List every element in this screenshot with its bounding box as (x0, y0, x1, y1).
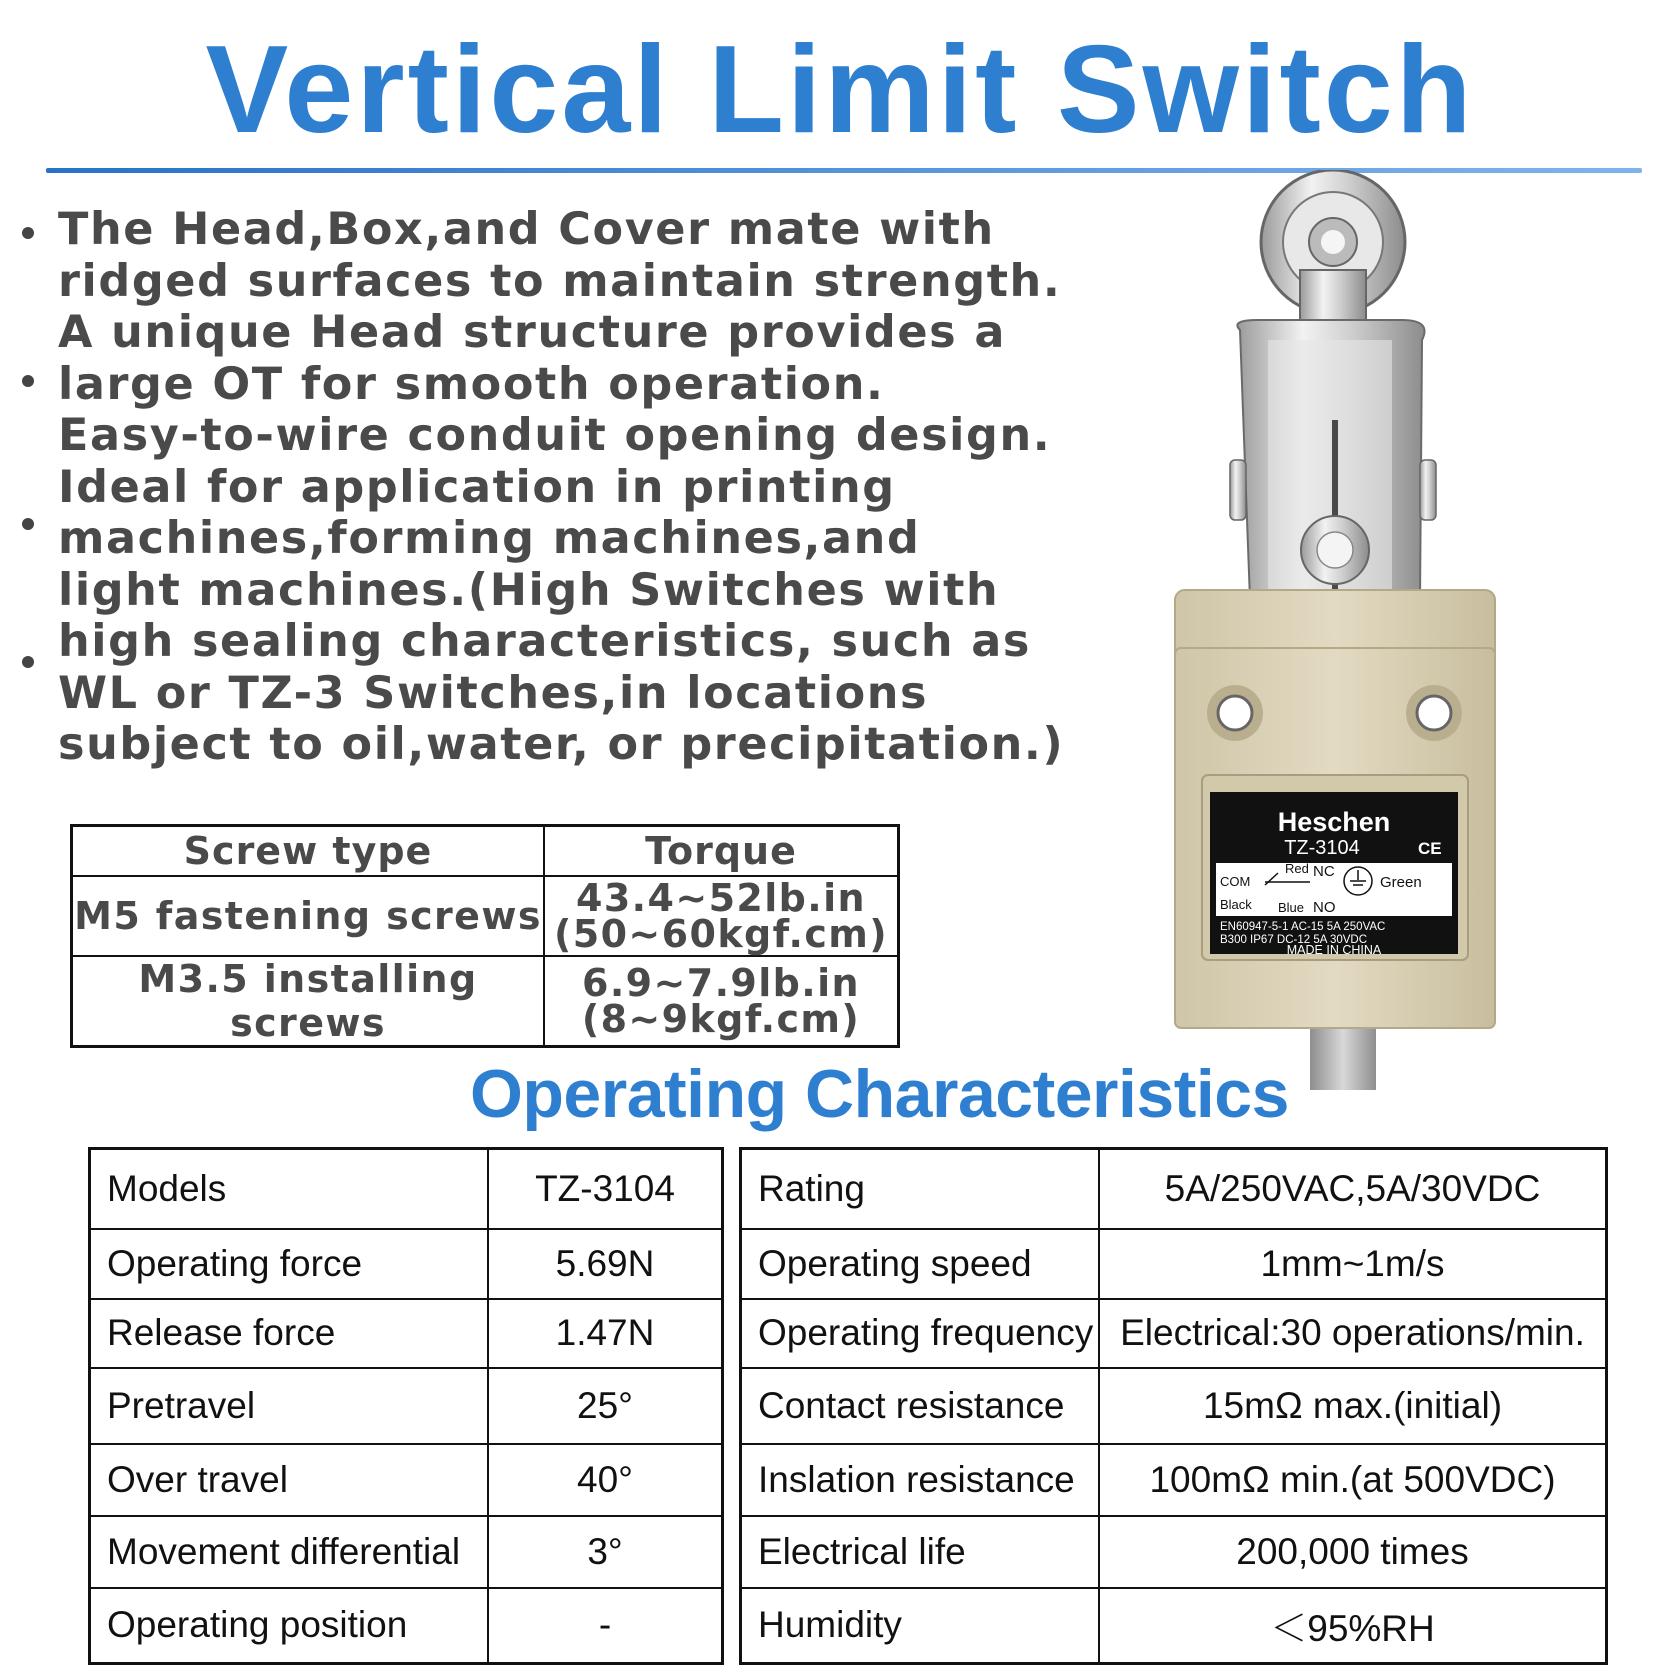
description-line: light machines.(High Switches with (58, 564, 1000, 616)
spec-value: 5.69N (488, 1229, 723, 1299)
ce-mark: CE (1418, 839, 1442, 858)
operating-characteristics-table-left (88, 1147, 724, 1665)
label-red: Red (1285, 861, 1309, 876)
description-line: Easy-to-wire conduit opening design. (58, 410, 1052, 461)
description-line: The Head,Box,and Cover mate with (58, 204, 995, 255)
table-row (741, 1229, 1607, 1299)
torque-cell (544, 876, 899, 956)
screw-torque-table (70, 824, 900, 1048)
spec-label: Humidity (741, 1588, 1100, 1664)
label-no: NO (1313, 899, 1336, 916)
table-row (90, 1368, 723, 1444)
page-title: Vertical Limit Switch (205, 21, 1475, 159)
spec-value: 25° (488, 1368, 723, 1444)
table-row (741, 1299, 1607, 1368)
label-green: Green (1380, 874, 1422, 891)
description-line: subject to oil,water, or precipitation.) (58, 719, 1065, 770)
spec-value: 5A/250VAC,5A/30VDC (1099, 1149, 1607, 1229)
label-spec-2: B300 IP67 DC-12 5A 30VDC (1220, 934, 1368, 946)
spec-label: Over travel (90, 1444, 489, 1516)
spec-label: Electrical life (741, 1516, 1100, 1588)
spec-label: Pretravel (90, 1368, 489, 1444)
bullet-dot (22, 227, 34, 239)
table-row (741, 1149, 1607, 1229)
spec-value: TZ-3104 (488, 1149, 723, 1229)
spec-value: 3° (488, 1516, 723, 1588)
torque-value-metric: (8~9kgf.cm) (581, 997, 861, 1041)
label-model: TZ-3104 (1284, 837, 1360, 859)
spec-value: 100mΩ min.(at 500VDC) (1099, 1444, 1607, 1516)
spec-value: 15mΩ max.(initial) (1099, 1368, 1607, 1444)
description-line: high sealing characteristics, such as (58, 616, 1031, 667)
label-spec-1: EN60947-5-1 AC-15 5A 250VAC (1220, 921, 1386, 933)
table-row (741, 1444, 1607, 1516)
product-label (1210, 792, 1458, 957)
description-line: ridged surfaces to maintain strength. (58, 255, 1062, 307)
label-brand: Heschen (1277, 807, 1391, 837)
screw-type-cell: M5 fastening screws (72, 876, 545, 956)
spec-label: Contact resistance (741, 1368, 1100, 1444)
spec-value: Electrical:30 operations/min. (1099, 1299, 1607, 1368)
spec-label: Operating frequency (741, 1299, 1100, 1368)
table-row (90, 1444, 723, 1516)
label-made-in: MADE IN CHINA (1286, 943, 1382, 957)
bullet-dot (22, 656, 34, 668)
table-row (741, 1516, 1607, 1588)
screw-type-cell: M3.5 installing screws (72, 956, 545, 1047)
label-blue: Blue (1278, 900, 1305, 915)
table-row (90, 1516, 723, 1588)
table-row (741, 1588, 1607, 1664)
operating-characteristics-table-right (739, 1147, 1608, 1665)
description-line: WL or TZ-3 Switches,in locations (58, 667, 929, 719)
bullet-dot (22, 375, 34, 387)
spec-label: Inslation resistance (741, 1444, 1100, 1516)
table-row (741, 1368, 1607, 1444)
spec-value: 1mm~1m/s (1099, 1229, 1607, 1299)
label-com: COM (1220, 874, 1251, 889)
label-black: Black (1220, 897, 1252, 912)
spec-value: 1.47N (488, 1299, 723, 1368)
description-line: Ideal for application in printing (58, 461, 896, 513)
label-nc: NC (1313, 863, 1335, 880)
spec-value: 200,000 times (1099, 1516, 1607, 1588)
spec-value: - (488, 1588, 723, 1664)
torque-cell (544, 956, 899, 1047)
spec-label: Release force (90, 1299, 489, 1368)
switch-head (1230, 320, 1436, 600)
torque-value-metric: (50~60kgf.cm) (553, 912, 889, 956)
screw-type-header: Screw type (72, 826, 545, 877)
spec-label: Operating speed (741, 1229, 1100, 1299)
spec-label: Rating (741, 1149, 1100, 1229)
torque-value: 43.4~52lb.in (575, 876, 867, 920)
table-row (72, 956, 899, 1047)
spec-value: ＜95%RH (1099, 1588, 1607, 1664)
bullet-dot (22, 518, 34, 530)
section-title: Operating Characteristics (470, 1056, 1289, 1132)
table-row (90, 1299, 723, 1368)
description-line: A unique Head structure provides a (58, 307, 1006, 358)
table-row (72, 876, 899, 956)
limit-switch-product-image (1160, 170, 1520, 1090)
spec-label: Movement differential (90, 1516, 489, 1588)
feature-description (58, 204, 1065, 771)
torque-value: 6.9~7.9lb.in (581, 961, 860, 1005)
spec-value: 40° (488, 1444, 723, 1516)
spec-label: Models (90, 1149, 489, 1229)
spec-label: Operating force (90, 1229, 489, 1299)
description-line: machines,forming machines,and (58, 513, 921, 564)
torque-header: Torque (544, 826, 899, 877)
table-row (90, 1588, 723, 1664)
table-row (90, 1229, 723, 1299)
spec-label: Operating position (90, 1588, 489, 1664)
description-line: large OT for smooth operation. (58, 358, 885, 410)
table-row (90, 1149, 723, 1229)
